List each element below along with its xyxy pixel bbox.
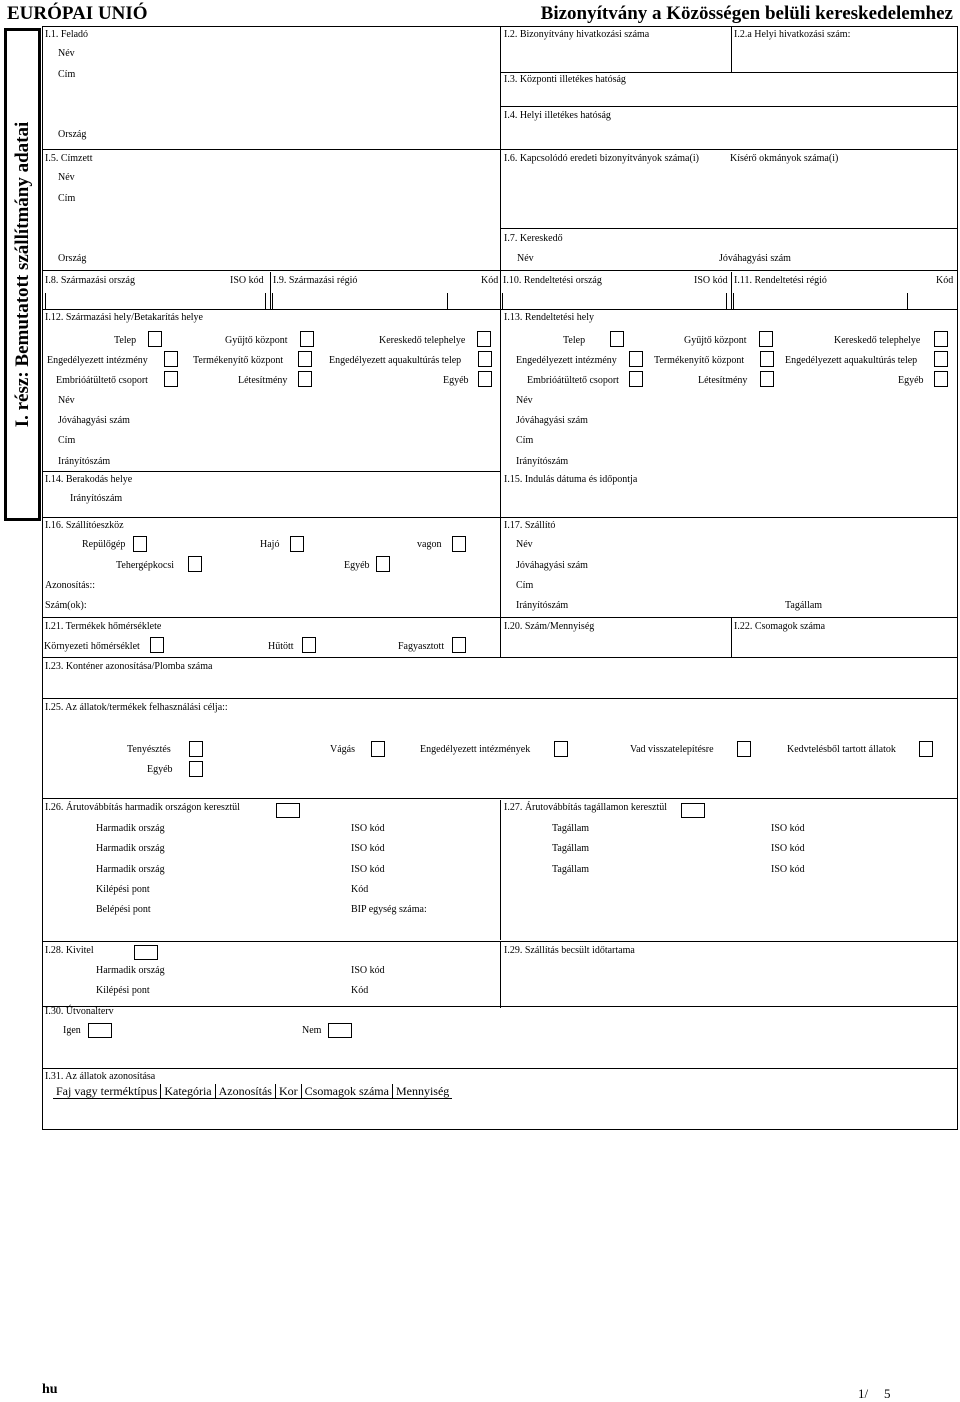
i26-bip: BIP egység száma: xyxy=(351,904,427,915)
i12-gyujto-checkbox[interactable] xyxy=(300,331,314,347)
i13-name: Név xyxy=(516,395,533,406)
i16-vagon: vagon xyxy=(417,539,442,550)
i17-tagallam: Tagállam xyxy=(785,600,823,611)
i13-termekenyito-checkbox[interactable] xyxy=(760,351,774,367)
i7-approval: Jóváhagyási szám xyxy=(719,253,791,264)
i11-label: I.11. Rendeltetési régió xyxy=(734,275,827,286)
i22-sep xyxy=(731,618,732,658)
i31-col-azonositas: Azonosítás xyxy=(215,1084,275,1099)
i31-table xyxy=(53,1084,452,1099)
i17-address: Cím xyxy=(516,580,534,591)
i12-address: Cím xyxy=(58,435,76,446)
i12-aquakultura-checkbox[interactable] xyxy=(478,351,492,367)
i25-tenyesztes: Tenyésztés xyxy=(127,744,171,755)
i12-intezmeny-checkbox[interactable] xyxy=(164,351,178,367)
i12-name: Név xyxy=(58,395,75,406)
i9-label: I.9. Származási régió xyxy=(273,275,358,286)
i21-hutott: Hűtött xyxy=(268,641,294,652)
i26-kod: Kód xyxy=(351,884,369,895)
i17-postcode: Irányítószám xyxy=(516,600,569,611)
i12-egyeb-checkbox[interactable] xyxy=(478,371,492,387)
line xyxy=(42,617,957,618)
i12-termekenyito-checkbox[interactable] xyxy=(298,351,312,367)
i25-egyeb-checkbox[interactable] xyxy=(189,761,203,777)
i2a-label: I.2.a Helyi hivatkozási szám: xyxy=(734,29,851,40)
i6-docs-label: Kísérő okmányok száma(i) xyxy=(730,153,839,164)
i8-label: I.8. Származási ország xyxy=(45,275,135,286)
i12-label: I.12. Származási hely/Betakarítás helye xyxy=(45,312,203,323)
i5-label: I.5. Címzett xyxy=(45,153,93,164)
i1-address: Cím xyxy=(58,69,76,80)
mid-line-1 xyxy=(500,26,501,522)
i12-embrio-checkbox[interactable] xyxy=(164,371,178,387)
i12-telep: Telep xyxy=(114,335,137,346)
i31-col-faj: Faj vagy terméktípus xyxy=(53,1084,161,1099)
i28-kod: Kód xyxy=(351,985,369,996)
line xyxy=(500,72,957,73)
i16-vagon-checkbox[interactable] xyxy=(452,536,466,552)
i31-col-kor: Kor xyxy=(275,1084,301,1099)
i27-iso-3: ISO kód xyxy=(771,864,805,875)
i13-embrio-checkbox[interactable] xyxy=(629,371,643,387)
i25-tenyesztes-checkbox[interactable] xyxy=(189,741,203,757)
i5-address: Cím xyxy=(58,193,76,204)
i13-egyeb: Egyéb xyxy=(898,375,924,386)
line xyxy=(42,798,957,799)
i7-label: I.7. Kereskedő xyxy=(504,233,563,244)
header-left: EURÓPAI UNIÓ xyxy=(7,3,148,24)
line xyxy=(500,106,957,107)
i27-tagallam-2: Tagállam xyxy=(552,843,590,854)
i28-checkbox[interactable] xyxy=(134,945,158,960)
i13-address: Cím xyxy=(516,435,534,446)
i3-label: I.3. Központi illetékes hatóság xyxy=(504,74,626,85)
mid-line-4 xyxy=(500,942,501,1008)
i27-iso-2: ISO kód xyxy=(771,843,805,854)
line xyxy=(42,309,957,310)
i29-label: I.29. Szállítás becsült időtartama xyxy=(504,945,635,956)
i13-gyujto: Gyűjtő központ xyxy=(684,335,747,346)
i31-col-mennyiseg: Mennyiség xyxy=(392,1084,452,1099)
right-line xyxy=(957,26,958,1130)
line xyxy=(500,657,957,658)
line xyxy=(42,698,957,699)
i16-repulo-checkbox[interactable] xyxy=(133,536,147,552)
i22-label: I.22. Csomagok száma xyxy=(734,621,826,632)
i25-intezmenyek: Engedélyezett intézmények xyxy=(420,744,531,755)
i26-label: I.26. Árutovábbítás harmadik országon keresztül xyxy=(45,802,240,813)
i7-name: Név xyxy=(517,253,534,264)
i28-kilepesi: Kilépési pont xyxy=(96,985,150,996)
i30-label: I.30. Útvonalterv xyxy=(45,1006,114,1017)
i10-label: I.10. Rendeltetési ország xyxy=(503,275,602,286)
i21-fagyasztott: Fagyasztott xyxy=(398,641,445,652)
i1-country: Ország xyxy=(58,129,87,140)
mid-line-2 xyxy=(500,518,501,658)
i17-name: Név xyxy=(516,539,533,550)
i12-letesitmeny-checkbox[interactable] xyxy=(298,371,312,387)
i25-kedvteles-checkbox[interactable] xyxy=(919,741,933,757)
i21-fagyasztott-checkbox[interactable] xyxy=(452,637,466,653)
line xyxy=(42,1068,957,1069)
i27-tagallam-3: Tagállam xyxy=(552,864,590,875)
i13-gyujto-checkbox[interactable] xyxy=(759,331,773,347)
i12-egyeb: Egyéb xyxy=(443,375,469,386)
i13-aquakultura-checkbox[interactable] xyxy=(934,351,948,367)
i12-termekenyito: Termékenyítő központ xyxy=(193,355,284,366)
i26-harmadik-3: Harmadik ország xyxy=(96,864,165,875)
i11-code: Kód xyxy=(936,275,954,286)
i26-kilepesi: Kilépési pont xyxy=(96,884,150,895)
i26-harmadik-1: Harmadik ország xyxy=(96,823,165,834)
i12-keresk-checkbox[interactable] xyxy=(477,331,491,347)
footer-lang: hu xyxy=(42,1382,58,1397)
i13-egyeb-checkbox[interactable] xyxy=(934,371,948,387)
i13-keresk: Kereskedő telephelye xyxy=(834,335,921,346)
i12-aquakultura: Engedélyezett aquakultúrás telep xyxy=(329,355,462,366)
i30-igen: Igen xyxy=(63,1025,81,1036)
i23-label: I.23. Konténer azonosítása/Plomba száma xyxy=(45,661,213,672)
i21-hutott-checkbox[interactable] xyxy=(302,637,316,653)
i1-name: Név xyxy=(58,48,75,59)
footer-total: 5 xyxy=(884,1386,891,1401)
i14-label: I.14. Berakodás helye xyxy=(45,474,133,485)
i16-teher-checkbox[interactable] xyxy=(188,556,202,572)
i16-hajo-checkbox[interactable] xyxy=(290,536,304,552)
i15-label: I.15. Indulás dátuma és időpontja xyxy=(504,474,638,485)
line xyxy=(42,941,957,942)
i27-label: I.27. Árutovábbítás tagállamon keresztül xyxy=(504,802,668,813)
i12-intezmeny: Engedélyezett intézmény xyxy=(47,355,148,366)
i28-harmadik: Harmadik ország xyxy=(96,965,165,976)
i14-postcode: Irányítószám xyxy=(70,493,123,504)
i13-approval: Jóváhagyási szám xyxy=(516,415,588,426)
side-box xyxy=(4,28,41,521)
i30-igen-checkbox[interactable] xyxy=(88,1023,112,1038)
i31-col-kategoria: Kategória xyxy=(161,1084,215,1099)
i17-approval: Jóváhagyási szám xyxy=(516,560,588,571)
i2-label: I.2. Bizonyítvány hivatkozási száma xyxy=(504,29,650,40)
i26-harmadik-2: Harmadik ország xyxy=(96,843,165,854)
i11-sep xyxy=(731,272,732,310)
i13-intezmeny-checkbox[interactable] xyxy=(629,351,643,367)
line xyxy=(42,1129,957,1130)
i13-aquakultura: Engedélyezett aquakultúrás telep xyxy=(785,355,918,366)
footer-page: 1/ xyxy=(858,1386,869,1401)
line xyxy=(42,1006,957,1007)
i26-iso-1: ISO kód xyxy=(351,823,385,834)
i16-egyeb: Egyéb xyxy=(344,560,370,571)
i13-telep-checkbox[interactable] xyxy=(610,331,624,347)
i12-keresk: Kereskedő telephelye xyxy=(379,335,466,346)
i20-label: I.20. Szám/Mennyiség xyxy=(504,621,595,632)
line xyxy=(42,149,957,150)
i16-szam: Szám(ok): xyxy=(45,600,87,611)
i28-label: I.28. Kivitel xyxy=(45,945,94,956)
i26-iso-3: ISO kód xyxy=(351,864,385,875)
i28-iso: ISO kód xyxy=(351,965,385,976)
i12-embrio: Embrióátültető csoport xyxy=(56,375,148,386)
i30-nem: Nem xyxy=(302,1025,322,1036)
i26-belepesi: Belépési pont xyxy=(96,904,151,915)
i13-keresk-checkbox[interactable] xyxy=(934,331,948,347)
i13-intezmeny: Engedélyezett intézmény xyxy=(516,355,617,366)
line xyxy=(500,228,957,229)
i25-kedvteles: Kedvtelésből tartott állatok xyxy=(787,744,896,755)
side-label: I. rész: Bemutatott szállítmány adatai xyxy=(12,121,33,428)
i9-sep xyxy=(270,272,271,310)
i16-hajo: Hajó xyxy=(260,539,280,550)
i10-iso: ISO kód xyxy=(694,275,728,286)
i25-vagas: Vágás xyxy=(330,744,355,755)
left-line xyxy=(42,26,43,1130)
i26-checkbox[interactable] xyxy=(276,803,300,818)
i31-header-row xyxy=(53,1084,452,1099)
i5-name: Név xyxy=(58,172,75,183)
i25-vagas-checkbox[interactable] xyxy=(371,741,385,757)
i16-teher: Tehergépkocsi xyxy=(116,560,174,571)
i21-kornyezeti: Környezeti hőmérséklet xyxy=(44,641,140,652)
i31-col-csomagok: Csomagok száma xyxy=(301,1084,392,1099)
i13-embrio: Embrióátültető csoport xyxy=(527,375,619,386)
i25-vad-checkbox[interactable] xyxy=(737,741,751,757)
i25-intezmenyek-checkbox[interactable] xyxy=(554,741,568,757)
i16-label: I.16. Szállítóeszköz xyxy=(45,520,124,531)
i17-label: I.17. Szállító xyxy=(504,520,556,531)
i13-termekenyito: Termékenyítő központ xyxy=(654,355,745,366)
i6-label: I.6. Kapcsolódó eredeti bizonyítványok száma(i) xyxy=(504,153,699,164)
i16-azon: Azonosítás:: xyxy=(45,580,95,591)
i26-iso-2: ISO kód xyxy=(351,843,385,854)
i21-kornyezeti-checkbox[interactable] xyxy=(150,637,164,653)
i27-iso-1: ISO kód xyxy=(771,823,805,834)
line xyxy=(42,270,957,271)
i5-country: Ország xyxy=(58,253,87,264)
header-title: Bizonyítvány a Közösségen belüli kereskedelemhez xyxy=(540,3,953,24)
i25-label: I.25. Az állatok/termékek felhasználási célja:: xyxy=(45,702,228,713)
i1-label: I.1. Feladó xyxy=(45,29,89,40)
i13-telep: Telep xyxy=(563,335,586,346)
i21-label: I.21. Termékek hőmérséklete xyxy=(45,621,162,632)
line xyxy=(42,471,500,472)
i12-gyujto: Gyűjtő központ xyxy=(225,335,288,346)
i12-telep-checkbox[interactable] xyxy=(148,331,162,347)
i30-nem-checkbox[interactable] xyxy=(328,1023,352,1038)
i12-approval: Jóváhagyási szám xyxy=(58,415,130,426)
i13-label: I.13. Rendeltetési hely xyxy=(504,312,594,323)
i13-letesitmeny-checkbox[interactable] xyxy=(760,371,774,387)
i8-iso: ISO kód xyxy=(230,275,264,286)
i16-repulo: Repülőgép xyxy=(82,539,126,550)
i25-vad: Vad visszatelepítésre xyxy=(630,744,714,755)
i27-checkbox[interactable] xyxy=(681,803,705,818)
i9-code: Kód xyxy=(481,275,499,286)
i27-tagallam-1: Tagállam xyxy=(552,823,590,834)
i2-sep xyxy=(731,26,732,73)
line xyxy=(42,517,957,518)
i25-egyeb: Egyéb xyxy=(147,764,173,775)
i12-letesitmeny: Létesítmény xyxy=(238,375,288,386)
i13-letesitmeny: Létesítmény xyxy=(698,375,748,386)
i4-label: I.4. Helyi illetékes hatóság xyxy=(504,110,611,121)
i16-egyeb-checkbox[interactable] xyxy=(376,556,390,572)
mid-line-3 xyxy=(500,800,501,940)
line xyxy=(42,657,500,658)
i12-postcode: Irányítószám xyxy=(58,456,111,467)
i13-postcode: Irányítószám xyxy=(516,456,569,467)
i31-label: I.31. Az állatok azonosítása xyxy=(45,1071,156,1082)
